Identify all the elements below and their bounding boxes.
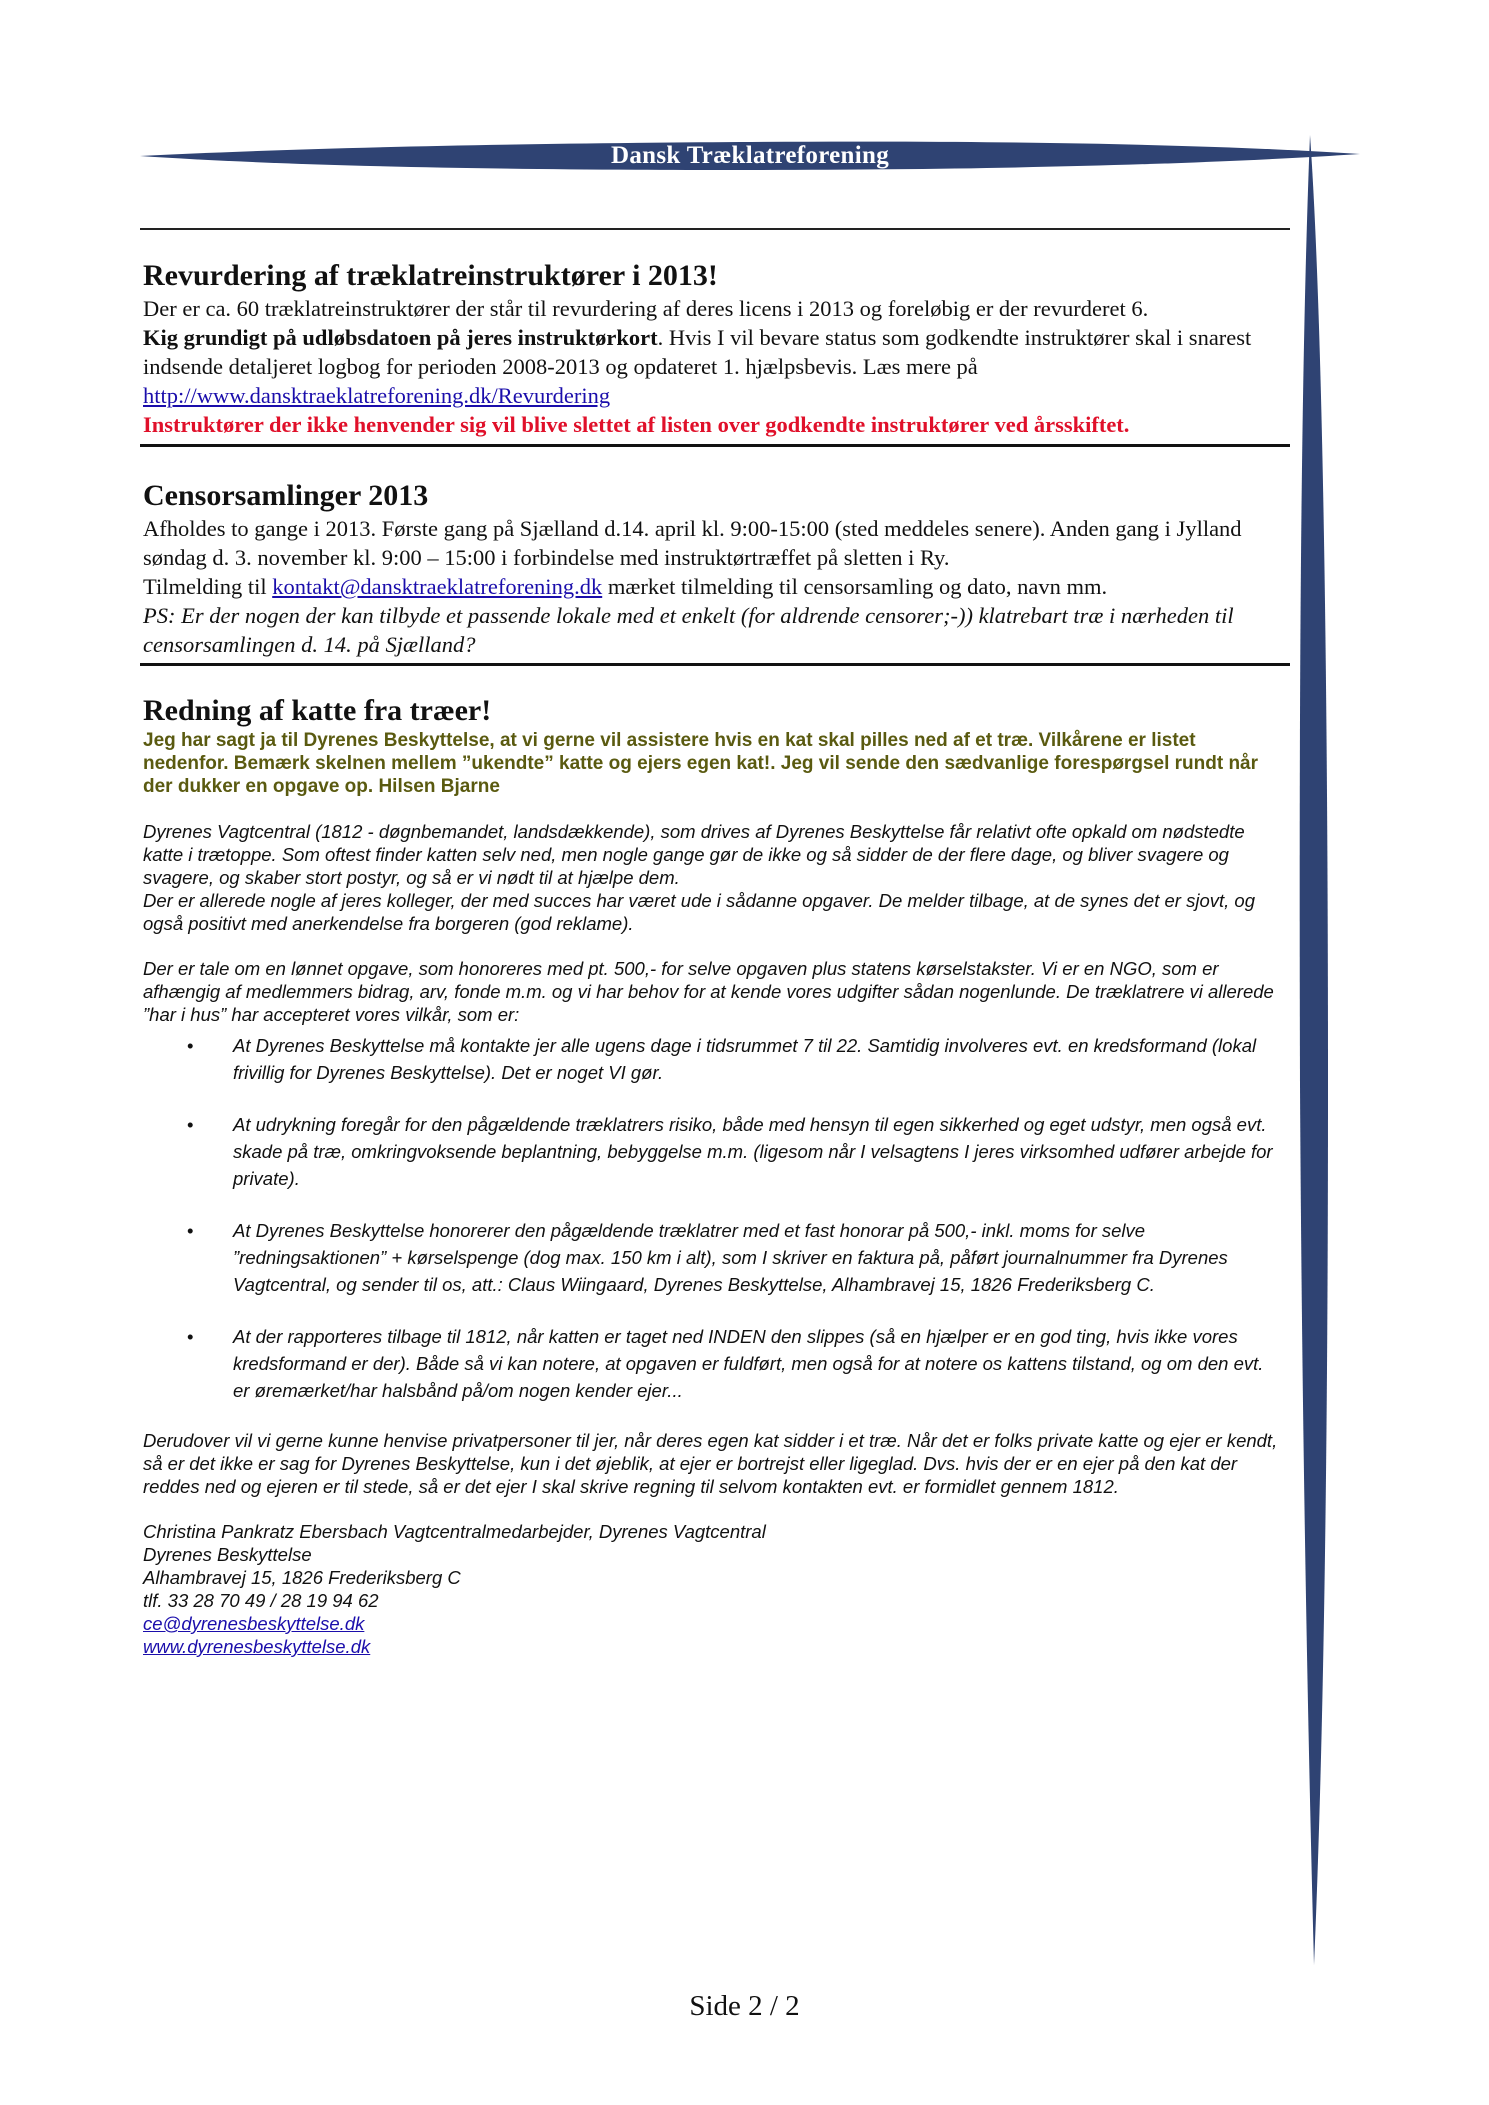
list-item-text: At der rapporteres tilbage til 1812, når katten er taget ned INDEN den slippes (så en hjælper er en god ting, hvis ikke vores kredsformand er der). Både så vi kan notere, at opgaven er fuldført, men også for at notere os kattens tilstand, og om den evt. er øremærket/har halsbånd på/om nogen kender ejer... [233, 1326, 1264, 1401]
ps-note: PS: Er der nogen der kan tilbyde et passende lokale med et enkelt (for aldrende censorer;-)) klatrebart træ i nærheden til censorsamlingen d. 14. på Sjælland? [143, 603, 1234, 657]
list-item-text: At Dyrenes Beskyttelse honorerer den pågældende træklatrer med et fast honorar på 500,- inkl. moms for selve ”redningsaktionen” + kørselspenge (dog max. 150 km i alt), som I skriver en faktura på, påført journalnummer fra Dyrenes Vagtcentral, og sender til os, att.: Claus Wiingaard, Dyrenes Beskyttelse, Alhambravej 15, 1826 Frederiksberg C. [233, 1220, 1228, 1295]
section-title: Redning af katte fra træer! [143, 694, 492, 727]
list-item-text: At Dyrenes Beskyttelse må kontakte jer alle ugens dage i tidsrummet 7 til 22. Samtidig involveres evt. en kredsformand (lokal frivillig for Dyrenes Beskyttelse). Det er noget VI gør. [233, 1035, 1257, 1083]
emphasis-text: Kig grundigt på udløbsdatoen på jeres instruktørkort [143, 325, 658, 350]
signature-email-link[interactable]: ce@dyrenesbeskyttelse.dk [143, 1613, 365, 1634]
section-divider [140, 444, 1290, 447]
paragraph-text: mærket tilmelding til censorsamling og dato, navn mm. [602, 574, 1108, 599]
signup-line [143, 572, 1283, 601]
link-line [143, 381, 1283, 410]
list-item-text: At udrykning foregår for den pågældende træklatrers risiko, både med hensyn til egen sikkerhed og eget udstyr, men også evt. skade på træ, omkringvoksende beplantning, bebyggelse m.m. (ligesom når I velsagtens I jeres virksomhed udfører arbejde for private). [233, 1114, 1273, 1189]
section-paragraph: Afholdes to gange i 2013. Første gang på Sjælland d.14. april kl. 9:00-15:00 (sted meddeles senere). Anden gang i Jylland søndag d. 3. november kl. 9:00 – 15:00 i forbindelse med instruktørtræffet på sletten i Ry. [143, 516, 1242, 570]
bullet-glyph: • [187, 1326, 194, 1347]
intro-note: Jeg har sagt ja til Dyrenes Beskyttelse, at vi gerne vil assistere hvis en kat skal pilles ned af et træ. Vilkårene er listet nedenfor. Bemærk skelnen mellem ”ukendte” katte og ejers egen kat!. Jeg vil sende den sædvanlige forespørgsel rundt når der dukker en opgave op. Hilsen Bjarne [143, 730, 1259, 797]
signature-line: Dyrenes Beskyttelse [143, 1544, 312, 1565]
signature-line: tlf. 33 28 70 49 / 28 19 94 62 [143, 1590, 379, 1611]
signature-block [143, 1520, 1283, 1658]
paragraph-text: Tilmelding til [143, 574, 273, 599]
signature-line: Alhambravej 15, 1826 Frederiksberg C [143, 1567, 461, 1588]
signature-line [143, 1635, 1283, 1658]
paragraph-text: . Hvis I vil bevare status som godkendte instruktører skal i snarest indsende detaljeret logbog for perioden 2008-2013 og opdateret 1. hjælpsbevis. Læs mere på [143, 325, 1252, 379]
list-item [143, 1032, 1283, 1086]
warning-text: Instruktører der ikke henvender sig vil blive slettet af listen over godkendte instruktører ved årsskiftet. [143, 412, 1130, 437]
list-item [143, 1323, 1283, 1404]
body-paragraph: Derudover vil vi gerne kunne henvise privatpersoner til jer, når deres egen kat sidder i et træ. Når det er folks private katte og ejer er kendt, så er det ikke er sag for Dyrenes Beskyttelse, kun i det øjeblik, at ejer er bortrejst eller ligeglad. Dvs. hvis der er en ejer på den kat der reddes ned og ejeren er til stede, så er det ejer I skal skrive regning til selvom kontakten evt. er formidlet gennem 1812. [143, 1430, 1278, 1497]
body-paragraph: Der er tale om en lønnet opgave, som honoreres med pt. 500,- for selve opgaven plus statens kørselstakster. Vi er en NGO, som er afhængig af medlemmers bidrag, arv, fonde m.m. og vi har behov for at kende vores udgifter sådan nogenlunde. De træklatrere vi allerede ”har i hus” har accepteret vores vilkår, som er: [143, 958, 1274, 1025]
top-rule [140, 228, 1290, 230]
list-item [143, 1217, 1283, 1298]
section-paragraph [143, 323, 1283, 381]
right-margin-stroke [1290, 135, 1340, 1965]
conditions-list [143, 1032, 1283, 1404]
section-divider [140, 663, 1290, 666]
section-title: Revurdering af træklatreinstruktører i 2013! [143, 259, 718, 292]
contact-email-link[interactable]: kontakt@dansktraeklatreforening.dk [272, 574, 603, 599]
page-number: Side 2 / 2 [689, 1990, 800, 2022]
bullet-glyph: • [187, 1035, 194, 1056]
section-cat-rescue [143, 693, 1283, 1658]
section-paragraph: Der er ca. 60 træklatreinstruktører der står til revurdering af deres licens i 2013 og foreløbig er der revurderet 6. [143, 296, 1149, 321]
signature-line: Christina Pankratz Ebersbach Vagtcentralmedarbejder, Dyrenes Vagtcentral [143, 1521, 766, 1542]
body-paragraph: Der er allerede nogle af jeres kolleger, der med succes har været ude i sådanne opgaver. De melder tilbage, at de synes det er sjovt, og også positivt med anerkendelse fra borgeren (god reklame). [143, 890, 1255, 934]
signature-website-link[interactable]: www.dyrenesbeskyttelse.dk [143, 1636, 371, 1657]
bullet-glyph: • [187, 1114, 194, 1135]
header-title: Dansk Træklatreforening [611, 142, 889, 169]
list-item [143, 1111, 1283, 1192]
section-censor-meetings [143, 478, 1283, 659]
body-paragraph: Dyrenes Vagtcentral (1812 - døgnbemandet, landsdækkende), som drives af Dyrenes Beskyttelse får relativt ofte opkald om nødstedte katte i trætoppe. Som oftest finder katten selv ned, men nogle gange gør de ikke og så sidder de der flere dage, og bliver svagere og svagere, og skaber stort postyr, og så er vi nødt til at hjælpe dem. [143, 821, 1245, 888]
revurdering-link[interactable]: http://www.dansktraeklatreforening.dk/Revurdering [143, 383, 611, 408]
section-instructor-review [143, 258, 1283, 439]
section-title: Censorsamlinger 2013 [143, 479, 429, 512]
signature-line [143, 1612, 1283, 1635]
bullet-glyph: • [187, 1220, 194, 1241]
